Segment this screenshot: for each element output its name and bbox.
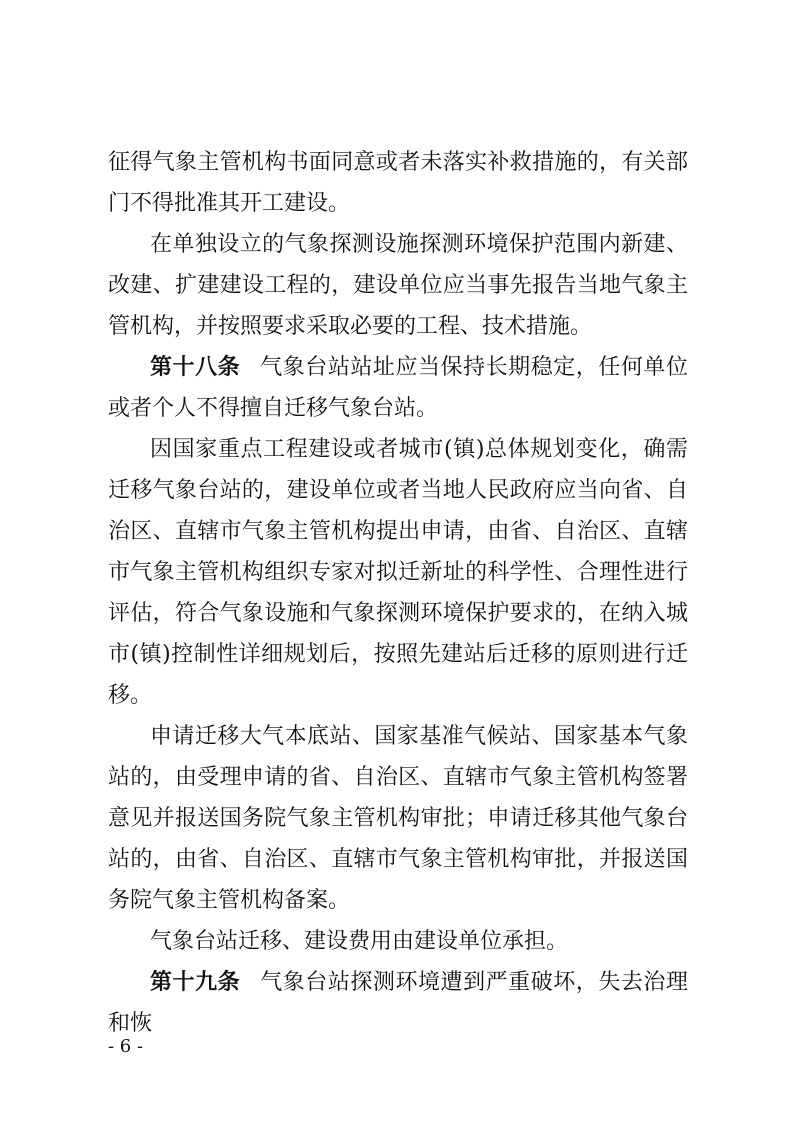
paragraph (108, 716, 688, 921)
paragraph-text: 在单独设立的气象探测设施探测环境保护范围内新建、改建、扩建建设工程的，建设单位应当事先报告当地气象主管机构，并按照要求采取必要的工程、技术措施。 (108, 232, 688, 339)
paragraph-text: 征得气象主管机构书面同意或者未落实补救措施的，有关部门不得批准其开工建设。 (108, 150, 688, 216)
article-title: 第十九条 (150, 970, 241, 995)
article-paragraph (108, 347, 688, 429)
paragraph (108, 429, 688, 716)
body-text (108, 142, 688, 1044)
paragraph (108, 921, 688, 962)
paragraph-text: 气象台站迁移、建设费用由建设单位承担。 (150, 929, 569, 954)
paragraph-text: 气象台站站址应当保持长期稳定，任何单位或者个人不得擅自迁移气象台站。 (108, 355, 688, 421)
article-paragraph (108, 962, 688, 1044)
paragraph-text: 因国家重点工程建设或者城市(镇)总体规划变化，确需迁移气象台站的，建设单位或者当地人民政府应当向省、自治区、直辖市气象主管机构提出申请，由省、自治区、直辖市气象主管机构组织专家对拟迁新址的科学性、合理性进行评估，符合气象设施和气象探测环境保护要求的，在纳入城市(镇)控制性详细规划后，按照先建站后迁移的原则进行迁移。 (108, 437, 688, 708)
page-number: - 6 - (108, 1036, 144, 1057)
article-title: 第十八条 (150, 355, 241, 380)
paragraph (108, 224, 688, 347)
paragraph-text: 气象台站探测环境遭到严重破坏，失去治理和恢 (108, 970, 688, 1036)
paragraph-text: 申请迁移大气本底站、国家基准气候站、国家基本气象站的，由受理申请的省、自治区、直辖市气象主管机构签署意见并报送国务院气象主管机构审批；申请迁移其他气象台站的，由省、自治区、直辖市气象主管机构审批，并报送国务院气象主管机构备案。 (108, 724, 688, 913)
paragraph (108, 142, 688, 224)
